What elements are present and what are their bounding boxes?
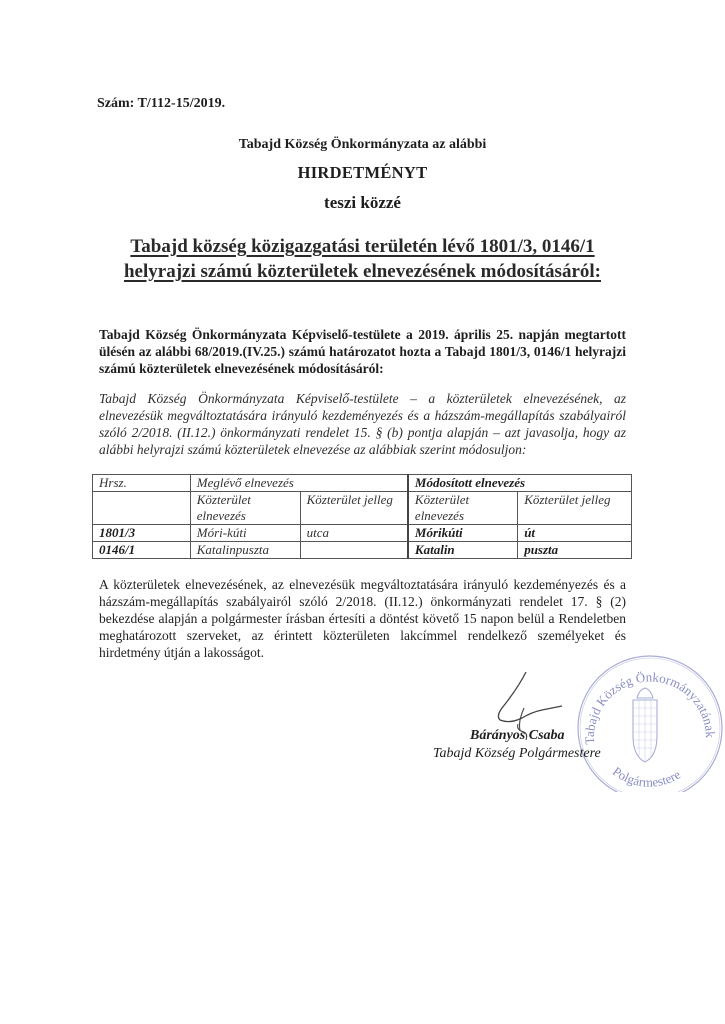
header-empty xyxy=(93,492,191,525)
svg-text:Tabajd Község Önkormányzatának: Tabajd Község Önkormányzatának xyxy=(581,669,719,745)
table-header-row xyxy=(93,475,632,492)
table-subheader-row xyxy=(93,492,632,525)
resolution-intro-paragraph: Tabajd Község Önkormányzata Képviselő-testülete a 2019. április 25. napján megtartott ülésén az alábbi 68/2019.(IV.25.) számú határozatot hozta a Tabajd 1801/3, 0146/1 helyrajzi számú közterületek elnevezésének módosításáról: xyxy=(99,327,626,376)
cell-old-name: Móri-kúti xyxy=(190,525,300,542)
resolution-body-paragraph: Tabajd Község Önkormányzata Képviselő-testülete – a közterületek elnevezésének, az elnevezésük megváltoztatására irányuló kezdeményezés és a házszám-megállapítás szabályairól szóló 2/2018. (II.12.) önkormányzati rendelet 15. § (b) pontja alapján – azt javasolja, hogy az alábbi helyrajzi számú közterületek elnevezése az alábbiak szerint módosuljon: xyxy=(99,391,626,457)
svg-text:Polgármestere: Polgármestere xyxy=(609,763,683,790)
signatory-name: Bárányos Csaba xyxy=(470,728,565,743)
document-type-heading: HIRDETMÉNYT xyxy=(297,163,428,182)
header-existing-name: Meglévő elnevezés xyxy=(190,475,408,492)
table-row xyxy=(93,542,632,559)
subheader-old-name: Közterület elnevezés xyxy=(190,492,300,525)
street-name-table xyxy=(92,474,632,559)
cell-hrsz: 0146/1 xyxy=(93,542,191,559)
reference-number: Szám: T/112-15/2019. xyxy=(97,96,226,111)
cell-new-type: puszta xyxy=(518,542,632,559)
subheader-new-type: Közterület jelleg xyxy=(518,492,632,525)
cell-new-type: út xyxy=(518,525,632,542)
header-modified-name: Módosított elnevezés xyxy=(408,475,632,492)
cell-new-name: Mórikúti xyxy=(408,525,518,542)
cell-old-type xyxy=(300,542,408,559)
issuer-line: Tabajd Község Önkormányzata az alábbi xyxy=(238,137,487,152)
subheader-new-name: Közterület elnevezés xyxy=(408,492,518,525)
cell-new-name: Katalin xyxy=(408,542,518,559)
subheader-old-type: Közterület jelleg xyxy=(300,492,408,525)
official-stamp-icon xyxy=(563,652,725,792)
cell-hrsz: 1801/3 xyxy=(93,525,191,542)
cell-old-type: utca xyxy=(300,525,408,542)
header-hrsz: Hrsz. xyxy=(93,475,191,492)
subject-title: Tabajd község közigazgatási területén lévő 1801/3, 0146/1 helyrajzi számú közterületek elnevezésének módosításáról: xyxy=(123,236,601,282)
signatory-title: Tabajd Község Polgármestere xyxy=(433,746,601,761)
table-row xyxy=(93,525,632,542)
cell-old-name: Katalinpuszta xyxy=(190,542,300,559)
notice-body-paragraph: A közterületek elnevezésének, az elnevezésük megváltoztatására irányuló kezdeményezés és a házszám-megállapítás szabályairól szóló 2/2018. (II.12.) önkormányzati rendelet 17. § (2) bekezdése alapján a polgármester írásban értesíti a döntést követő 15 napon belül a Rendeletben meghatározott szerveket, az érintett közterületen lakcímmel rendelkező személyeket és hirdetmény útján a lakosságot. xyxy=(99,577,626,660)
publish-line: teszi közzé xyxy=(324,193,401,212)
